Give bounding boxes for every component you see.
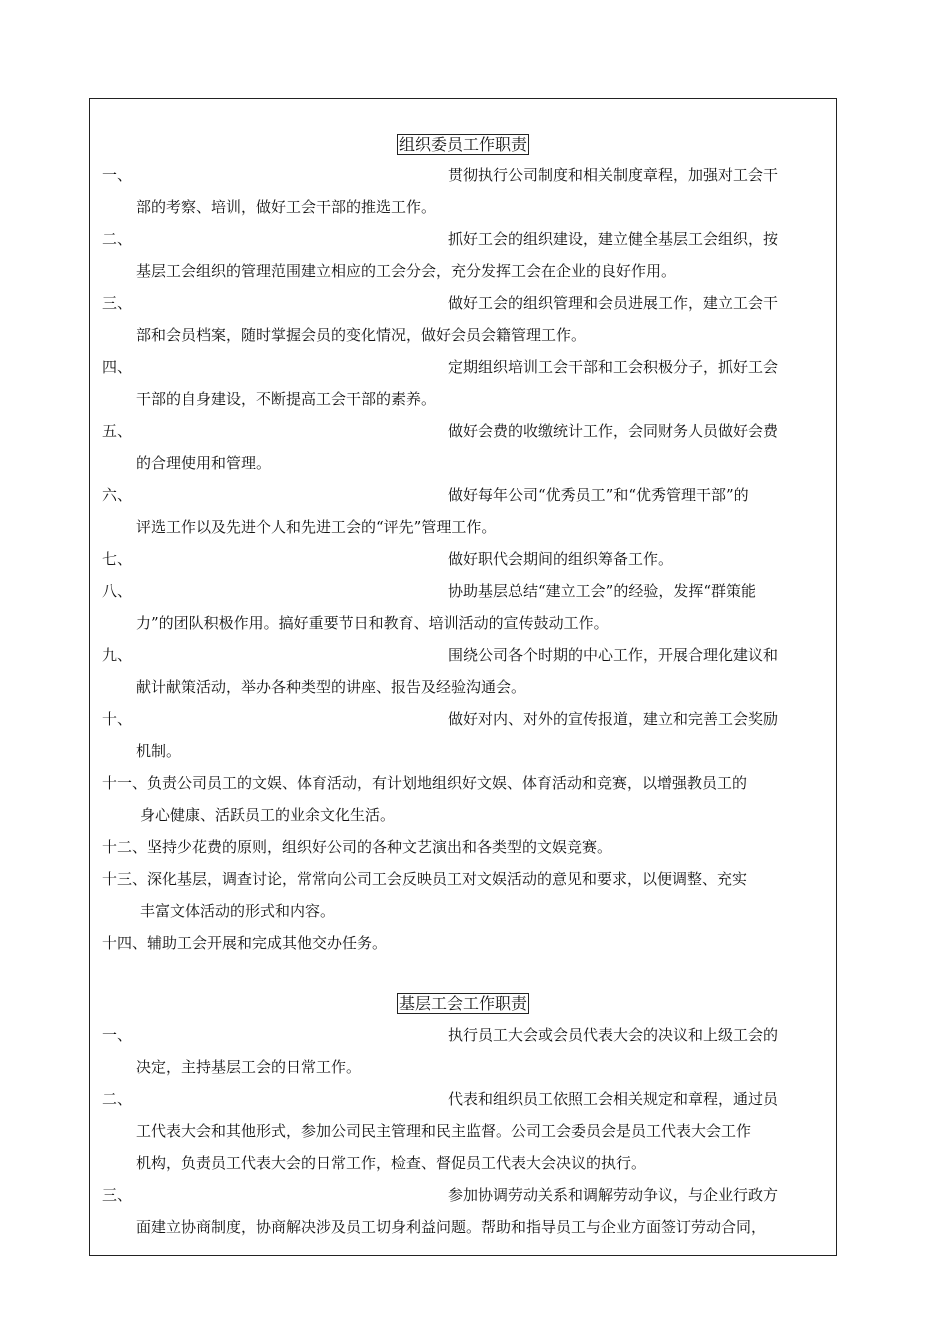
item-text-cont: 决定，主持基层工会的日常工作。 bbox=[136, 1058, 362, 1076]
item-text: 做好会费的收缴统计工作，会同财务人员做好会费 bbox=[448, 422, 779, 440]
item-text-cont: 丰富文体活动的形式和内容。 bbox=[140, 902, 336, 920]
item-text-full: 十四、辅助工会开展和完成其他交办任务。 bbox=[102, 934, 388, 952]
item-text: 定期组织培训工会干部和工会积极分子，抓好工会 bbox=[448, 358, 779, 376]
item-text-cont: 工代表大会和其他形式，参加公司民主管理和民主监督。公司工会委员会是员工代表大会工作 bbox=[136, 1122, 752, 1140]
document-frame bbox=[89, 98, 837, 1256]
item-text: 围绕公司各个时期的中心工作，开展合理化建议和 bbox=[448, 646, 779, 664]
item-text-full: 十三、深化基层，调查讨论，常常向公司工会反映员工对文娱活动的意见和要求，以便调整、充实 bbox=[102, 870, 748, 888]
item-number: 一、 bbox=[102, 166, 133, 184]
section-title-grassroots: 基层工会工作职责 bbox=[398, 994, 527, 1013]
item-number: 十、 bbox=[102, 710, 133, 728]
item-text-full: 十一、负责公司员工的文娱、体育活动，有计划地组织好文娱、体育活动和竞赛，以增强教员工的 bbox=[102, 774, 748, 792]
item-text-cont: 部和会员档案，随时掌握会员的变化情况，做好会员会籍管理工作。 bbox=[136, 326, 587, 344]
item-text: 做好每年公司“优秀员工”和“优秀管理干部”的 bbox=[448, 486, 749, 504]
item-text: 执行员工大会或会员代表大会的决议和上级工会的 bbox=[448, 1026, 779, 1044]
item-text-cont: 机构，负责员工代表大会的日常工作，检查、督促员工代表大会决议的执行。 bbox=[136, 1154, 647, 1172]
item-text: 参加协调劳动关系和调解劳动争议，与企业行政方 bbox=[448, 1186, 779, 1204]
item-text: 代表和组织员工依照工会相关规定和章程，通过员 bbox=[448, 1090, 779, 1108]
item-text: 做好工会的组织管理和会员进展工作，建立工会干 bbox=[448, 294, 779, 312]
item-number: 九、 bbox=[102, 646, 133, 664]
item-text-cont: 部的考察、培训，做好工会干部的推选工作。 bbox=[136, 198, 437, 216]
item-text-cont: 评选工作以及先进个人和先进工会的“评先”管理工作。 bbox=[136, 518, 497, 536]
item-text-cont: 机制。 bbox=[136, 742, 182, 760]
item-number: 三、 bbox=[102, 294, 133, 312]
item-number: 二、 bbox=[102, 1090, 133, 1108]
item-text-cont: 基层工会组织的管理范围建立相应的工会分会，充分发挥工会在企业的良好作用。 bbox=[136, 262, 677, 280]
item-text: 抓好工会的组织建设，建立健全基层工会组织，按 bbox=[448, 230, 779, 248]
item-number: 三、 bbox=[102, 1186, 133, 1204]
item-text: 协助基层总结“建立工会”的经验，发挥“群策能 bbox=[448, 582, 757, 600]
item-number: 二、 bbox=[102, 230, 133, 248]
section-title-organization: 组织委员工作职责 bbox=[398, 135, 527, 154]
item-number: 五、 bbox=[102, 422, 133, 440]
item-text: 做好对内、对外的宣传报道，建立和完善工会奖励 bbox=[448, 710, 779, 728]
item-text-cont: 面建立协商制度，协商解决涉及员工切身利益问题。帮助和指导员工与企业方面签订劳动合同， bbox=[136, 1218, 767, 1236]
item-text-cont: 力”的团队积极作用。搞好重要节日和教育、培训活动的宣传鼓动工作。 bbox=[136, 614, 609, 632]
item-text-cont: 身心健康、活跃员工的业余文化生活。 bbox=[140, 806, 396, 824]
item-number: 一、 bbox=[102, 1026, 133, 1044]
item-text: 做好职代会期间的组织筹备工作。 bbox=[448, 550, 674, 568]
item-number: 八、 bbox=[102, 582, 133, 600]
item-number: 六、 bbox=[102, 486, 133, 504]
item-text-cont: 献计献策活动，举办各种类型的讲座、报告及经验沟通会。 bbox=[136, 678, 527, 696]
item-text-cont: 干部的自身建设，不断提高工会干部的素养。 bbox=[136, 390, 437, 408]
item-number: 四、 bbox=[102, 358, 133, 376]
item-text: 贯彻执行公司制度和相关制度章程，加强对工会干 bbox=[448, 166, 779, 184]
item-number: 七、 bbox=[102, 550, 133, 568]
item-text-cont: 的合理使用和管理。 bbox=[136, 454, 272, 472]
item-text-full: 十二、坚持少花费的原则，组织好公司的各种文艺演出和各类型的文娱竞赛。 bbox=[102, 838, 613, 856]
